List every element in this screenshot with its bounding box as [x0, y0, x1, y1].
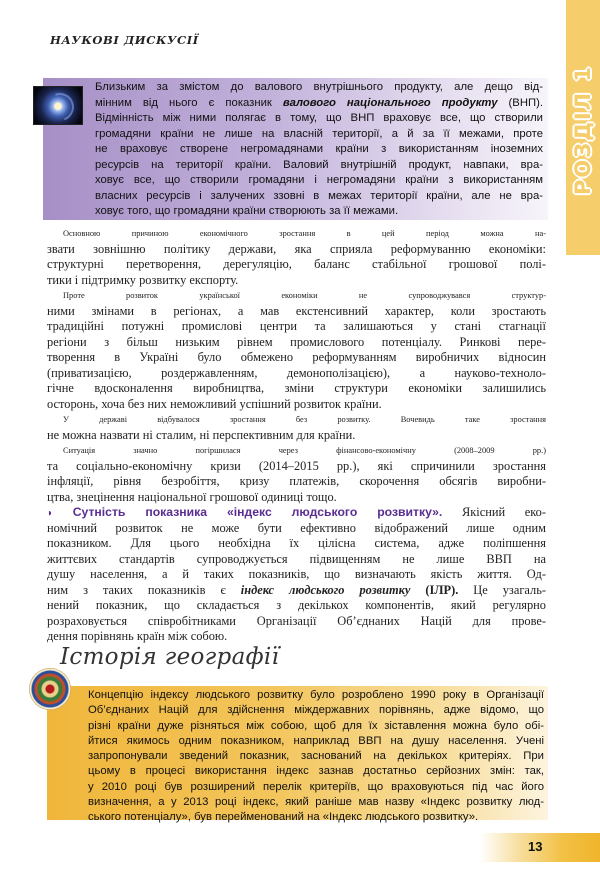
- text-line: гічне вдосконалення виробництва, зміни структури економіки залишились: [47, 381, 546, 395]
- text-line: цтва, знецінення національної грошової одиниці тощо.: [47, 489, 337, 504]
- text-line: Близьким за змістом до валового внутрішнього продукту, але дещо від-: [95, 81, 543, 93]
- text-line: ним з таких показників є індекс людського розвитку (ІЛР). Це узагаль-: [47, 582, 546, 597]
- page-number-bar: [480, 833, 600, 862]
- text-line: номічний розвиток не може бути ефективно відображений лише одним: [47, 520, 546, 535]
- text-line: ◗ Сутність показника «індекс людського розвитку». Якісний еко-: [47, 505, 546, 519]
- text-line: творення в Україні було обмежено реформуванням виробничих відносин: [47, 350, 546, 364]
- text-line: ними змінами в регіонах, а мав екстенсивний характер, коли зростають: [47, 303, 546, 318]
- text-line: не враховує створене негромадянами країни з використанням іноземних: [95, 143, 543, 155]
- scientific-discussions-heading: НАУКОВІ ДИСКУСІЇ: [50, 33, 199, 47]
- text-line: душу населення, а й таких показників, що визначають якість життя. Од-: [47, 567, 546, 581]
- text-line: (приватизацією, роздержавленням, демонополізацією), а науково-техноло-: [47, 365, 546, 380]
- text-line: звати зовнішню політику держави, яка сприяла реформуванню економіки:: [47, 241, 546, 256]
- text-line: визначення, а у 2013 році індекс, який раніше мав назву «Індекс розвитку люд-: [88, 796, 544, 809]
- paragraph-3: [47, 412, 546, 443]
- body-text: [47, 226, 546, 645]
- hdi-subheading: Сутність показника «індекс людського розвитку».: [72, 505, 443, 519]
- text-line: традиційні потужні промислові центри та залишаються у стані стагнації: [47, 319, 546, 333]
- paragraph-hdi: [47, 505, 546, 645]
- text-line: Концепцію індексу людського розвитку було розроблено 1990 року в Організації: [88, 689, 544, 701]
- compass-rose-icon: [29, 668, 71, 710]
- text-line: розраховується співробітниками Організації Об’єднаних Націй для прове-: [47, 613, 546, 628]
- paragraph-4: [47, 443, 546, 505]
- text-line: Ситуація значно погіршилася через фінансово-економічну (2008–2009 рр.): [63, 446, 546, 455]
- text-line: дення порівнянь країн між собою.: [47, 629, 228, 643]
- text-line: ховує того, що громадяни країни створюють за її межами.: [95, 205, 399, 217]
- paragraph-1: [47, 226, 546, 288]
- history-heading: Історія географії: [60, 644, 280, 670]
- text-line: ховує все, що створили громадяни і негромадяни країни з використанням: [95, 174, 543, 186]
- text-line: йтися якимось одним показником, наприклад ВВП на душу населення. Учені: [88, 734, 544, 747]
- text-line: власних ресурсів і залучених ззовні в межах території країни, але не вра-: [95, 189, 543, 202]
- text-line: Відмінність між ними полягає в тому, що ВНП враховує все, що створили: [95, 112, 543, 124]
- chapter-tab: [566, 0, 600, 255]
- text-line: нений показник, що складається з декількох компонентів, який регулярно: [47, 598, 546, 612]
- term-gnp: валового національного продукту: [282, 96, 498, 109]
- text-line: тики і підтримку розвитку експорту.: [47, 272, 239, 287]
- text-line: мінним від нього є показник валового національного продукту (ВНП).: [95, 96, 544, 109]
- text-line: громадяни країни не лише на власній території, а й за її межами, проте: [95, 127, 543, 140]
- term-hdi: індекс людського розвитку: [240, 582, 411, 597]
- text-line: запропонували зведений показник, заснований на декількох критеріях. При: [88, 750, 544, 763]
- paragraph-2: [47, 288, 546, 412]
- text-line: інфляції, рівня безробіття, кризу платежів, скорочення обсягів виробни-: [47, 474, 546, 488]
- text-line: показником. Для цього необхідна їх цілісна система, адже поліпшення: [47, 536, 546, 550]
- text-line: у 2010 році був розширений перелік критеріїв, що враховуються під час його: [88, 780, 544, 793]
- bullet-icon: ◗: [47, 508, 54, 519]
- text-line: структурні перетворення, дерегуляцію, баланс стабільної грошової полі-: [47, 257, 546, 271]
- text-line: різні країни дуже різняться між собою, щоб для їх зіставлення можна було обі-: [88, 719, 544, 732]
- page-number: 13: [528, 839, 543, 854]
- chapter-tab-label: РОЗДІЛ 1: [571, 64, 595, 196]
- galaxy-icon: [33, 86, 83, 125]
- text-line: життєвих стандартів супроводжується підвищенням не лише ВВП на: [47, 551, 546, 566]
- text-line: Основною причиною економічного зростання в цей період можна на-: [63, 229, 546, 238]
- text-line: У державі відбувалося зростання без розвитку. Вочевидь таке зростання: [63, 415, 546, 424]
- text-line: не можна назвати ні сталим, ні перспективним для країни.: [47, 427, 356, 442]
- text-line: регіони з більш низьким рівнем промислового потенціалу. Ринкові пере-: [47, 334, 546, 349]
- text-line: Об’єднаних Націй для здійснення міждержавних порівнянь, адже відомо, що: [88, 704, 544, 717]
- scientific-discussions-text: [95, 80, 543, 220]
- text-line: ресурсів на території країни. Валовий внутрішній продукт, навпаки, вра-: [95, 158, 543, 171]
- history-text: [88, 688, 544, 826]
- text-line: цьому в процесі використання індекс зазнав достатньо серйозних змін: так,: [88, 765, 544, 778]
- text-line: та соціально-економічну кризи (2014–2015 рр.), які спричинили зростання: [47, 458, 546, 473]
- text-line: ського потенціалу», був перейменований на «Індекс людського розвитку».: [88, 811, 479, 824]
- text-line: осторонь, хоча без них неможливий успішний розвиток країни.: [47, 396, 382, 411]
- text-line: Проте розвиток української економіки не супроводжувався структур-: [63, 291, 546, 300]
